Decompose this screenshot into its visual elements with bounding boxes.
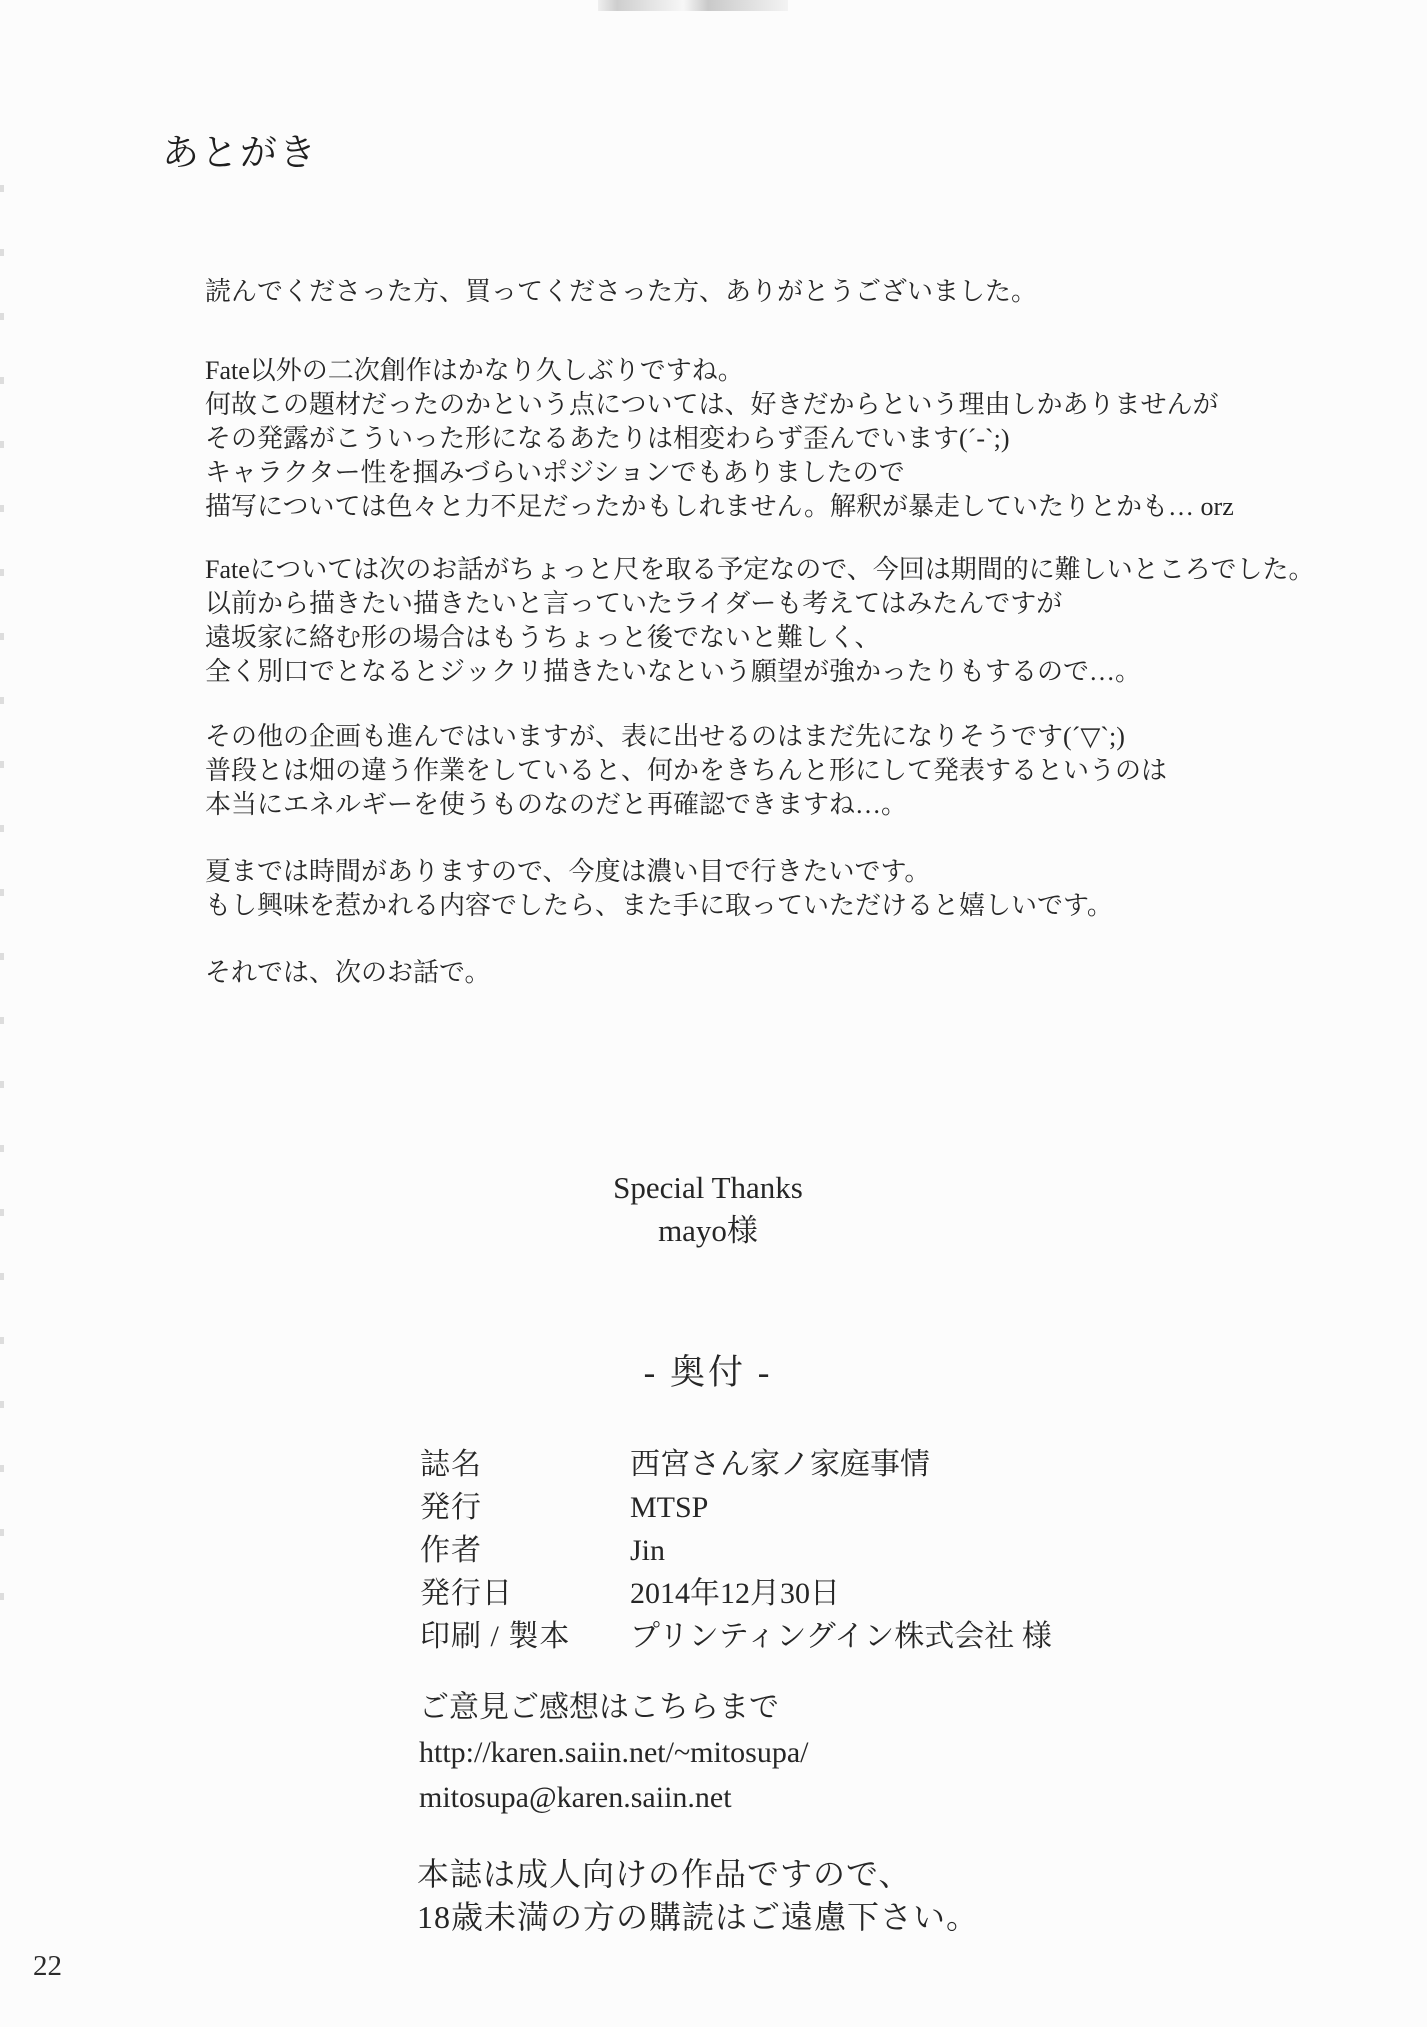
- afterword-line: 以前から描きたい描きたいと言っていたライダーも考えてはみたんですが: [205, 589, 1063, 618]
- afterword-paragraph: [205, 275, 1037, 309]
- scan-artifact: [0, 185, 4, 1605]
- colophon-label: 作者: [420, 1534, 482, 1567]
- special-thanks-block: [463, 1166, 953, 1252]
- colophon-row: [420, 1572, 1052, 1615]
- colophon-row: [420, 1486, 1052, 1529]
- colophon-label: 誌名: [420, 1448, 482, 1481]
- scan-artifact: [598, 0, 788, 11]
- afterword-line: 普段とは畑の違う作業をしていると、何かをきちんと形にして発表するというのは: [205, 756, 1168, 785]
- adult-notice: [417, 1853, 979, 1939]
- afterword-line: 描写については色々と力不足だったかもしれません。解釈が暴走していたりとかも… orz: [205, 492, 1234, 521]
- contact-url: http://karen.saiin.net/~mitosupa/: [419, 1736, 809, 1769]
- afterword-line: Fateについては次のお話がちょっと尺を取る予定なので、今回は期間的に難しいところでした。: [205, 555, 1315, 584]
- colophon-value: MTSP: [630, 1491, 709, 1524]
- adult-notice-line: 18歳未満の方の購読はご遠慮下さい。: [417, 1899, 980, 1935]
- afterword-line: それでは、次のお話で。: [205, 958, 491, 987]
- afterword-paragraph: [205, 956, 490, 990]
- afterword-line: 何故この題材だったのかという点については、好きだからという理由しかありませんが: [205, 390, 1219, 419]
- page-number: 22: [33, 1950, 62, 1982]
- page-title: あとがき: [162, 133, 318, 174]
- afterword-line: キャラクター性を掴みづらいポジションでもありましたので: [205, 458, 905, 487]
- colophon-row: [420, 1615, 1052, 1658]
- afterword-line: 読んでくださった方、買ってくださった方、ありがとうございました。: [205, 277, 1038, 306]
- colophon-table: [420, 1443, 1052, 1658]
- afterword-paragraph: [205, 720, 1167, 822]
- colophon-value: Jin: [630, 1534, 666, 1567]
- afterword-line: 夏までは時間がありますので、今度は濃い目で行きたいです。: [205, 857, 931, 886]
- contact-block: [419, 1685, 809, 1820]
- afterword-line: もし興味を惹かれる内容でしたら、また手に取っていただけると嬉しいです。: [205, 891, 1113, 920]
- colophon-row: [420, 1443, 1052, 1486]
- afterword-line: 本当にエネルギーを使うものなのだと再確認できますね…。: [205, 790, 908, 819]
- colophon-value: 西宮さん家ノ家庭事情: [630, 1448, 930, 1481]
- afterword-paragraph: [205, 354, 1234, 524]
- colophon-label: 印刷 / 製本: [420, 1620, 571, 1653]
- colophon-label: 発行日: [420, 1577, 513, 1610]
- afterword-paragraph: [205, 855, 1113, 923]
- afterword-line: その他の企画も進んではいますが、表に出せるのはまだ先になりそうです(´▽`;): [205, 722, 1125, 751]
- afterword-line: その発露がこういった形になるあたりは相変わらず歪んでいます(´-`;): [205, 424, 1010, 453]
- colophon-heading: - 奥付 -: [643, 1353, 773, 1392]
- colophon-value: プリンティングイン株式会社 様: [630, 1620, 1052, 1653]
- colophon-row: [420, 1529, 1052, 1572]
- special-thanks-heading: Special Thanks: [613, 1170, 803, 1205]
- afterword-line: Fate以外の二次創作はかなり久しぶりですね。: [205, 356, 744, 385]
- afterword-paragraph: [205, 553, 1314, 689]
- afterword-line: 全く別口でとなるとジックリ描きたいなという願望が強かったりもするので…。: [205, 657, 1142, 686]
- contact-email: mitosupa@karen.saiin.net: [419, 1781, 732, 1814]
- adult-notice-line: 本誌は成人向けの作品ですので、: [417, 1856, 912, 1892]
- afterword-line: 遠坂家に絡む形の場合はもうちょっと後でないと難しく、: [205, 623, 881, 652]
- special-thanks-name: mayo様: [658, 1213, 758, 1248]
- colophon-label: 発行: [420, 1491, 482, 1524]
- colophon-value: 2014年12月30日: [630, 1577, 840, 1610]
- contact-heading: ご意見ご感想はこちらまで: [419, 1691, 779, 1724]
